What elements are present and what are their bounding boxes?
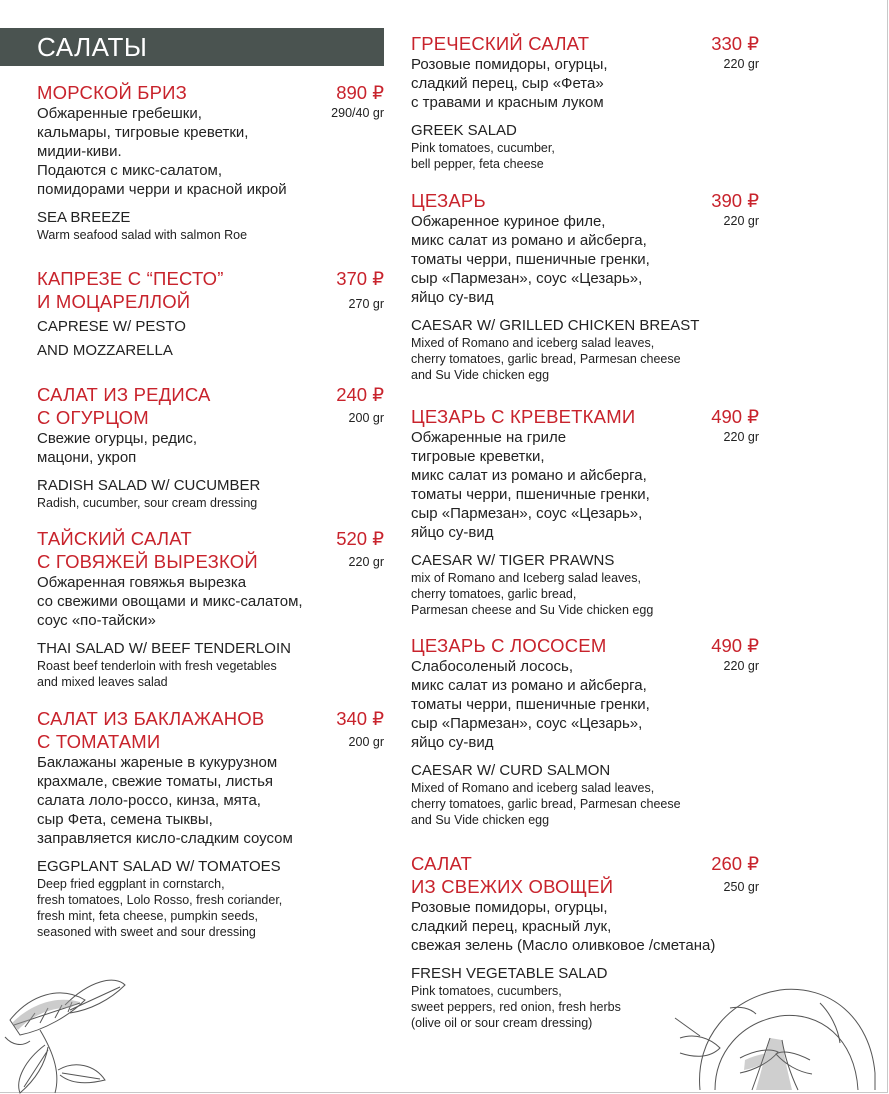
item-description-en: Deep fried eggplant in cornstarch, fresh tomatoes, Lolo Rosso, fresh coriander, fresh mint, feta cheese, pumpkin seeds, seasoned with sweet and sour dressing — [37, 877, 283, 939]
menu-item — [411, 634, 759, 828]
herb-sketch-icon — [0, 975, 130, 1094]
item-description-en: Mixed of Romano and iceberg salad leaves, cherry tomatoes, garlic bread, Parmesan cheese and Su Vide chicken egg — [411, 781, 681, 827]
item-name: ГРЕЧЕСКИЙ САЛАТ — [411, 33, 590, 54]
item-price: 260 ₽ — [711, 853, 759, 874]
item-description-ru: Обжаренные на гриле тигровые креветки, микс салат из романо и айсберга, томаты черри, пшеничные гренки, сыр «Пармезан», соус «Цезарь», яйцо су-вид — [411, 429, 650, 541]
item-name-en: FRESH VEGETABLE SALAD — [411, 965, 608, 982]
menu-item — [411, 32, 759, 172]
item-name: КАПРЕЗЕ С “ПЕСТО” И МОЦАРЕЛЛОЙ — [37, 268, 224, 312]
item-weight: 220 gr — [723, 57, 759, 71]
item-name-en: CAESAR W/ TIGER PRAWNS — [411, 552, 615, 569]
item-price: 890 ₽ — [336, 82, 384, 103]
item-description-en: Pink tomatoes, cucumber, bell pepper, feta cheese — [411, 141, 555, 171]
item-weight: 220 gr — [723, 430, 759, 444]
item-description-en: Pink tomatoes, cucumbers, sweet peppers, red onion, fresh herbs (olive oil or sour cream dressing) — [411, 984, 621, 1030]
item-description-en: Warm seafood salad with salmon Roe — [37, 228, 248, 242]
item-description-en: Radish, cucumber, sour cream dressing — [37, 496, 258, 510]
tomato-sketch-icon — [670, 978, 885, 1093]
item-description-en: Roast beef tenderloin with fresh vegetables and mixed leaves salad — [37, 659, 277, 689]
item-name-en: THAI SALAD W/ BEEF TENDERLOIN — [37, 640, 291, 657]
item-description-en: mix of Romano and Iceberg salad leaves, cherry tomatoes, garlic bread, Parmesan cheese and Su Vide chicken egg — [411, 571, 654, 617]
item-price: 240 ₽ — [336, 384, 384, 405]
item-name: ЦЕЗАРЬ — [411, 190, 486, 211]
menu-item — [37, 527, 384, 690]
item-name: САЛАТ ИЗ БАКЛАЖАНОВ С ТОМАТАМИ — [37, 708, 265, 752]
item-description-ru: Свежие огурцы, редис, мацони, укроп — [37, 430, 198, 466]
item-weight: 200 gr — [348, 735, 384, 749]
menu-item — [411, 405, 759, 618]
item-weight: 270 gr — [348, 297, 384, 311]
item-description-ru: Обжаренные гребешки, кальмары, тигровые креветки, мидии-киви. Подаются с микс-салатом, помидорами черри и красной икрой — [37, 105, 287, 198]
item-name-en: SEA BREEZE — [37, 209, 131, 226]
item-name-en: EGGPLANT SALAD W/ TOMATOES — [37, 858, 281, 875]
item-price: 370 ₽ — [336, 268, 384, 289]
item-name-en: RADISH SALAD W/ CUCUMBER — [37, 477, 261, 494]
item-name-en: GREEK SALAD — [411, 122, 517, 139]
item-price: 340 ₽ — [336, 708, 384, 729]
item-name-en: CAPRESE W/ PESTO AND MOZZARELLA — [37, 318, 186, 359]
item-price: 490 ₽ — [711, 406, 759, 427]
item-weight: 290/40 gr — [331, 106, 384, 120]
item-name: ЦЕЗАРЬ С КРЕВЕТКАМИ — [411, 406, 636, 427]
item-description-ru: Розовые помидоры, огурцы, сладкий перец, сыр «Фета» с травами и красным луком — [411, 56, 608, 111]
item-name: ТАЙСКИЙ САЛАТ С ГОВЯЖЕЙ ВЫРЕЗКОЙ — [37, 528, 258, 572]
item-weight: 220 gr — [723, 659, 759, 673]
item-name-en: CAESAR W/ GRILLED CHICKEN BREAST — [411, 317, 700, 334]
item-description-ru: Обжаренное куриное филе, микс салат из романо и айсберга, томаты черри, пшеничные гренки, сыр «Пармезан», соус «Цезарь», яйцо су-вид — [411, 213, 650, 306]
menu-item — [37, 81, 384, 243]
menu-item — [37, 707, 384, 940]
item-name: МОРСКОЙ БРИЗ — [37, 82, 188, 103]
item-description-ru: Баклажаны жареные в кукурузном крахмале, свежие томаты, листья салата лоло-россо, кинза, мята, сыр Фета, семена тыквы, заправляется кисло-сладким соусом — [37, 754, 293, 847]
item-description-ru: Слабосоленый лосось, микс салат из романо и айсберга, томаты черри, пшеничные гренки, сыр «Пармезан», соус «Цезарь», яйцо су-вид — [411, 658, 650, 751]
item-name: ЦЕЗАРЬ С ЛОСОСЕМ — [411, 635, 607, 656]
item-name-en: CAESAR W/ CURD SALMON — [411, 762, 611, 779]
item-description-ru: Розовые помидоры, огурцы, сладкий перец, красный лук, свежая зелень (Масло оливковое /сметана) — [411, 899, 716, 954]
item-name: САЛАТ ИЗ СВЕЖИХ ОВОЩЕЙ — [411, 853, 614, 897]
item-name: САЛАТ ИЗ РЕДИСА С ОГУРЦОМ — [37, 384, 211, 428]
item-weight: 200 gr — [348, 411, 384, 425]
menu-item — [37, 383, 384, 511]
item-price: 330 ₽ — [711, 33, 759, 54]
item-price: 520 ₽ — [336, 528, 384, 549]
item-price: 390 ₽ — [711, 190, 759, 211]
item-description-en: Mixed of Romano and iceberg salad leaves, cherry tomatoes, garlic bread, Parmesan cheese and Su Vide chicken egg — [411, 336, 681, 382]
item-description-ru: Обжаренная говяжья вырезка со свежими овощами и микс-салатом, соус «по-тайски» — [37, 574, 303, 629]
item-price: 490 ₽ — [711, 635, 759, 656]
item-weight: 220 gr — [348, 555, 384, 569]
menu-item — [37, 267, 384, 363]
section-title: САЛАТЫ — [0, 28, 384, 66]
menu-item — [411, 189, 759, 383]
item-weight: 220 gr — [723, 214, 759, 228]
item-weight: 250 gr — [723, 880, 759, 894]
